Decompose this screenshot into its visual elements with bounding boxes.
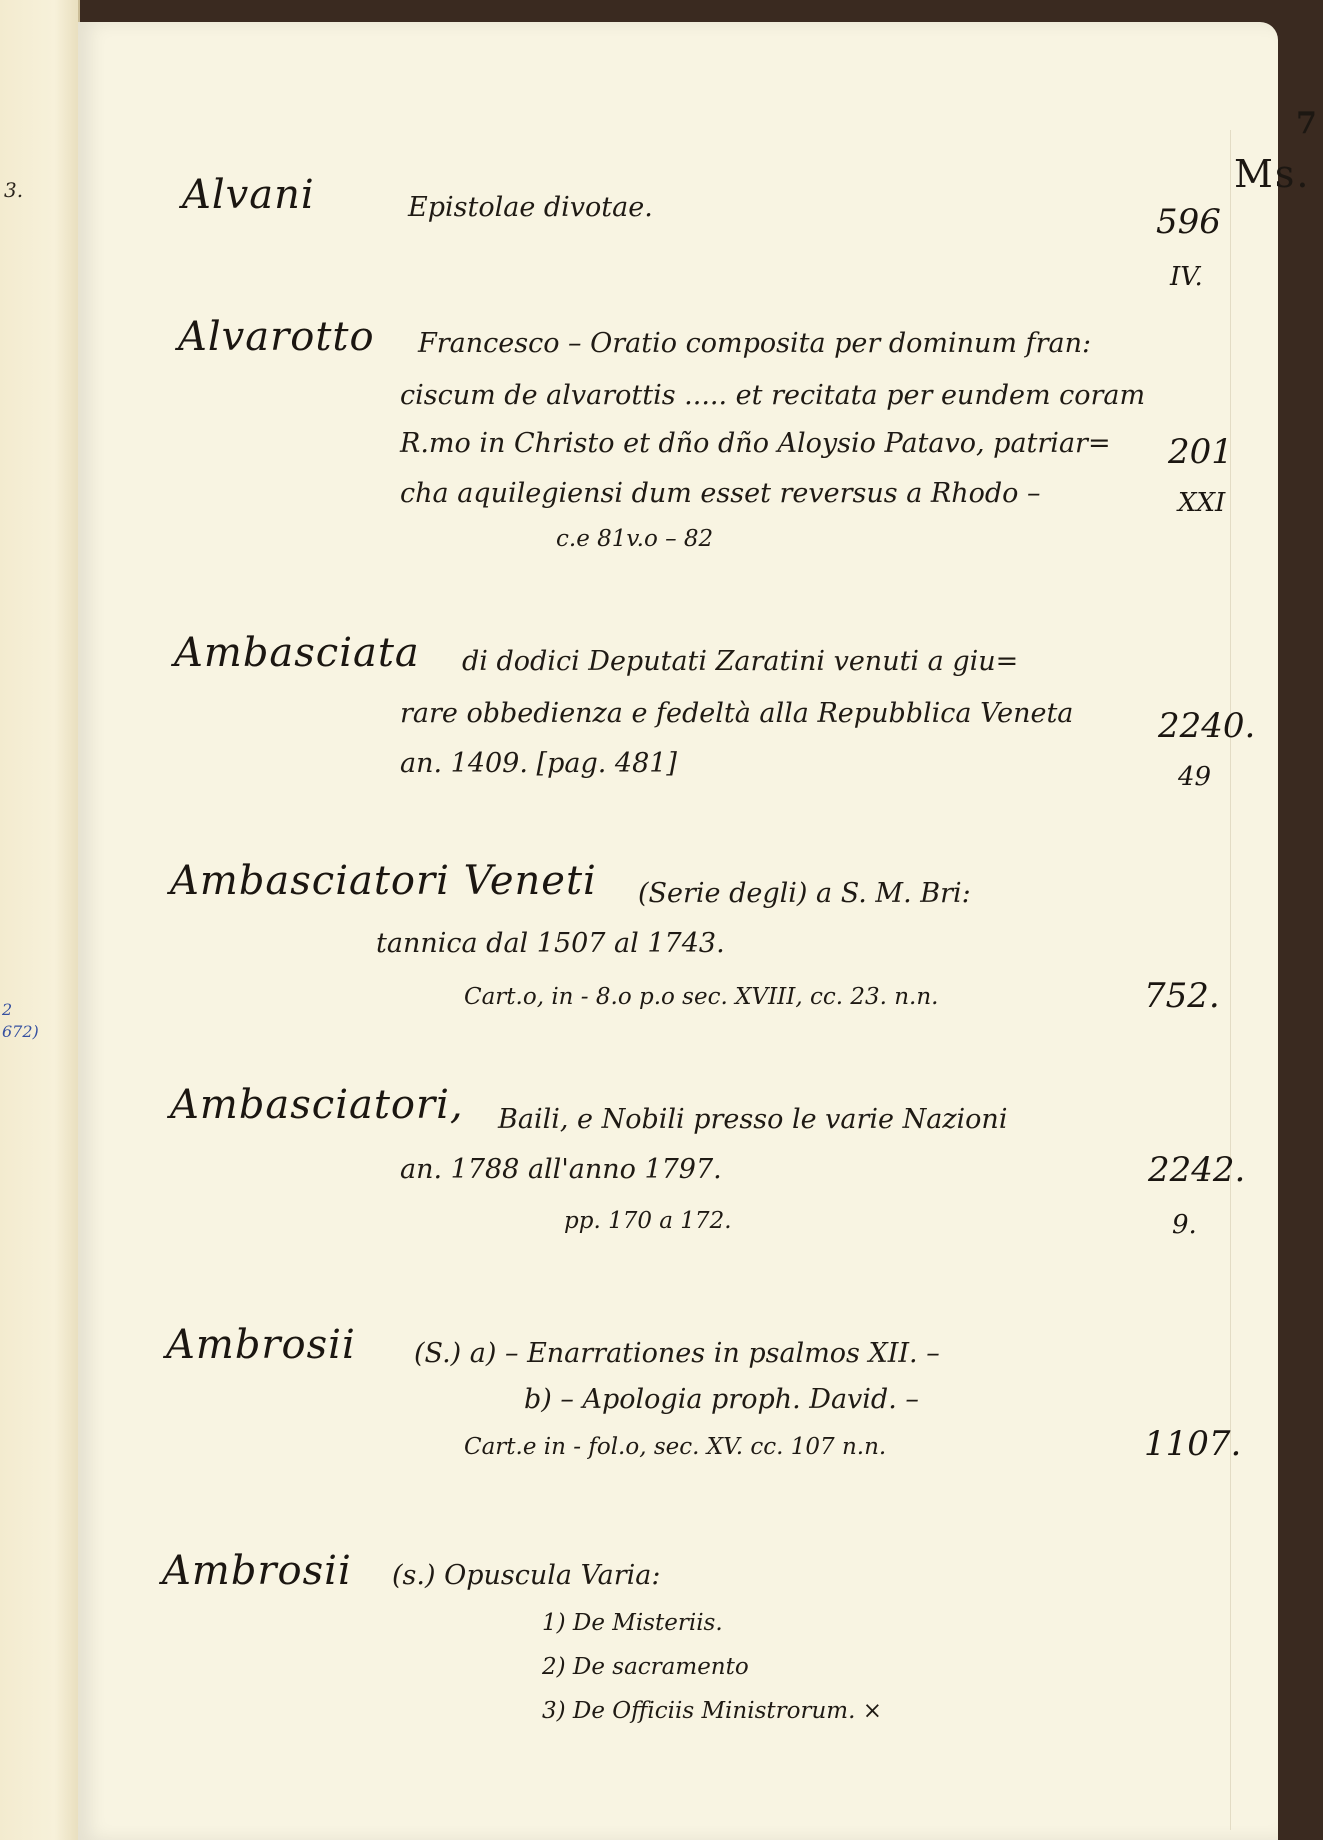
entry-line: tannica dal 1507 al 1743. bbox=[376, 928, 725, 959]
entry-line: an. 1788 all'anno 1797. bbox=[400, 1154, 722, 1185]
entry-line: (s.) Opuscula Varia: bbox=[392, 1560, 661, 1591]
ms-sub-number: 9. bbox=[1172, 1210, 1197, 1240]
entry-line: (Serie degli) a S. M. Bri: bbox=[638, 878, 971, 909]
page-number: 7 bbox=[1296, 106, 1317, 141]
entry-line: R.mo in Christo et dño dño Aloysio Patavo, patriar= bbox=[400, 428, 1111, 459]
ms-sub-number: 49 bbox=[1178, 762, 1212, 792]
entry-line: ciscum de alvarottis ..... et recitata per eundem coram bbox=[400, 380, 1146, 411]
entry-line: c.e 81v.o – 82 bbox=[556, 526, 714, 552]
entry-heading: Ambasciata bbox=[174, 630, 420, 676]
ms-number: 2240. bbox=[1158, 706, 1256, 746]
ms-sub-number: IV. bbox=[1170, 262, 1203, 292]
ms-number: 752. bbox=[1144, 976, 1220, 1016]
entry-line: Francesco – Oratio composita per dominum fran: bbox=[418, 328, 1092, 359]
ms-number: 201 bbox=[1168, 432, 1233, 472]
left-page-edge bbox=[0, 0, 80, 1840]
ms-number: 596 bbox=[1156, 202, 1221, 242]
entry-line: b) – Apologia proph. David. – bbox=[524, 1384, 919, 1415]
entry-line: 2) De sacramento bbox=[542, 1654, 749, 1680]
entry-heading: Ambasciatori Veneti bbox=[170, 858, 597, 904]
left-margin-note: 2 bbox=[2, 1000, 13, 1019]
ms-number: 2242. bbox=[1148, 1150, 1246, 1190]
entry-heading: Alvarotto bbox=[178, 314, 375, 360]
entry-line: Epistolae divotae. bbox=[408, 192, 653, 223]
entry-line: di dodici Deputati Zaratini venuti a giu= bbox=[462, 646, 1019, 677]
entry-heading: Alvani bbox=[182, 172, 315, 218]
entry-line: Cart.o, in - 8.o p.o sec. XVIII, cc. 23. n.n. bbox=[464, 984, 939, 1010]
left-margin-fragment: 3. bbox=[4, 178, 24, 202]
entry-line: pp. 170 a 172. bbox=[564, 1208, 732, 1234]
ms-column-header: Ms. bbox=[1234, 152, 1311, 196]
entry-line: 3) De Officiis Ministrorum. × bbox=[542, 1698, 882, 1724]
entry-line: cha aquilegiensi dum esset reversus a Rhodo – bbox=[400, 478, 1041, 509]
margin-rule bbox=[1230, 130, 1231, 1830]
entry-line: rare obbedienza e fedeltà alla Repubblica Veneta bbox=[400, 698, 1074, 729]
entry-heading: Ambrosii bbox=[166, 1322, 356, 1368]
ms-sub-number: XXI bbox=[1178, 488, 1226, 518]
entry-line: Baili, e Nobili presso le varie Nazioni bbox=[498, 1104, 1008, 1135]
entry-line: 1) De Misteriis. bbox=[542, 1610, 723, 1636]
entry-line: an. 1409. [pag. 481] bbox=[400, 748, 677, 779]
entry-heading: Ambrosii bbox=[162, 1548, 352, 1594]
entry-heading: Ambasciatori, bbox=[170, 1082, 464, 1128]
ms-number: 1107. bbox=[1144, 1424, 1242, 1464]
left-margin-note: 672) bbox=[2, 1022, 39, 1041]
manuscript-page bbox=[78, 22, 1317, 1840]
entry-line: Cart.e in - fol.o, sec. XV. cc. 107 n.n. bbox=[464, 1434, 887, 1460]
entry-line: (S.) a) – Enarrationes in psalmos XII. – bbox=[414, 1338, 940, 1369]
